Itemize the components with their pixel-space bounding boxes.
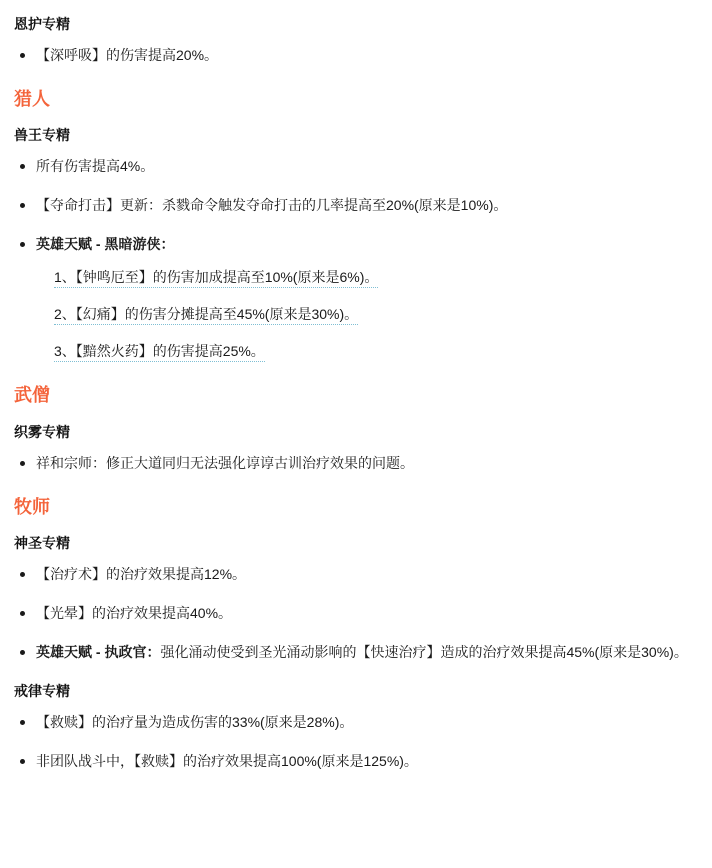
spec-heading: 神圣专精 [14, 535, 70, 552]
sublist-item [36, 341, 698, 362]
class-heading: 牧师 [14, 496, 50, 517]
sublist-item-text: 1、【钟鸣厄至】的伤害加成提高至10%(原来是6%)。 [54, 269, 378, 288]
list-item [14, 45, 698, 66]
list-item-text: 【救赎】的治疗量为造成伤害的33%(原来是28%)。 [36, 714, 354, 731]
bullet-list [14, 712, 698, 772]
spec-heading: 戒律专精 [14, 683, 70, 700]
list-item-text: 【光晕】的治疗效果提高40%。 [36, 605, 233, 622]
list-item-text: 【深呼吸】的伤害提高20%。 [36, 47, 219, 63]
spec-heading: 兽王专精 [14, 127, 70, 144]
list-item [14, 156, 698, 177]
list-item-text: 强化涌动使受到圣光涌动影响的【快速治疗】造成的治疗效果提高45%(原来是30%)。 [160, 644, 688, 661]
list-item-text: 【治疗术】的治疗效果提高12%。 [36, 566, 247, 583]
spec-heading: 恩护专精 [14, 16, 70, 32]
section-block [14, 88, 698, 362]
hero-talent-sublist [36, 267, 698, 362]
bullet-list [14, 45, 698, 66]
list-item [14, 712, 698, 733]
list-item-text: 【夺命打击】更新：杀戮命令触发夺命打击的几率提高至20%(原来是10%)。 [36, 197, 508, 214]
list-item-text: 非团队战斗中，【救赎】的治疗效果提高100%(原来是125%)。 [36, 753, 418, 770]
section-block [14, 681, 698, 772]
list-item [14, 195, 698, 216]
sublist-item [36, 304, 698, 325]
list-item [14, 751, 698, 772]
sublist-item-text: 2、【幻痛】的伤害分摊提高至45%(原来是30%)。 [54, 306, 358, 325]
hero-talent-label: 英雄天赋 - 黑暗游侠： [36, 236, 175, 253]
section-block [14, 384, 698, 473]
class-heading: 猎人 [14, 89, 50, 109]
list-item-text: 所有伤害提高4%。 [36, 158, 155, 175]
section-block [14, 496, 698, 663]
list-item [14, 564, 698, 585]
list-item [14, 453, 698, 474]
sublist-item [36, 267, 698, 288]
bullet-list [14, 564, 698, 663]
bullet-list [14, 156, 698, 362]
class-heading: 武僧 [14, 385, 50, 406]
list-item-text: 祥和宗师：修正大道同归无法强化谆谆古训治疗效果的问题。 [36, 454, 414, 471]
spec-heading: 织雾专精 [14, 423, 70, 440]
list-item [14, 603, 698, 624]
hero-talent-label: 英雄天赋 - 执政官： [36, 644, 161, 661]
sublist-item-text: 3、【黯然火药】的伤害提高25%。 [54, 343, 265, 362]
section-block [14, 14, 698, 66]
list-item-hero-talent [14, 642, 698, 663]
list-item-hero-talent [14, 234, 698, 362]
bullet-list [14, 453, 698, 474]
